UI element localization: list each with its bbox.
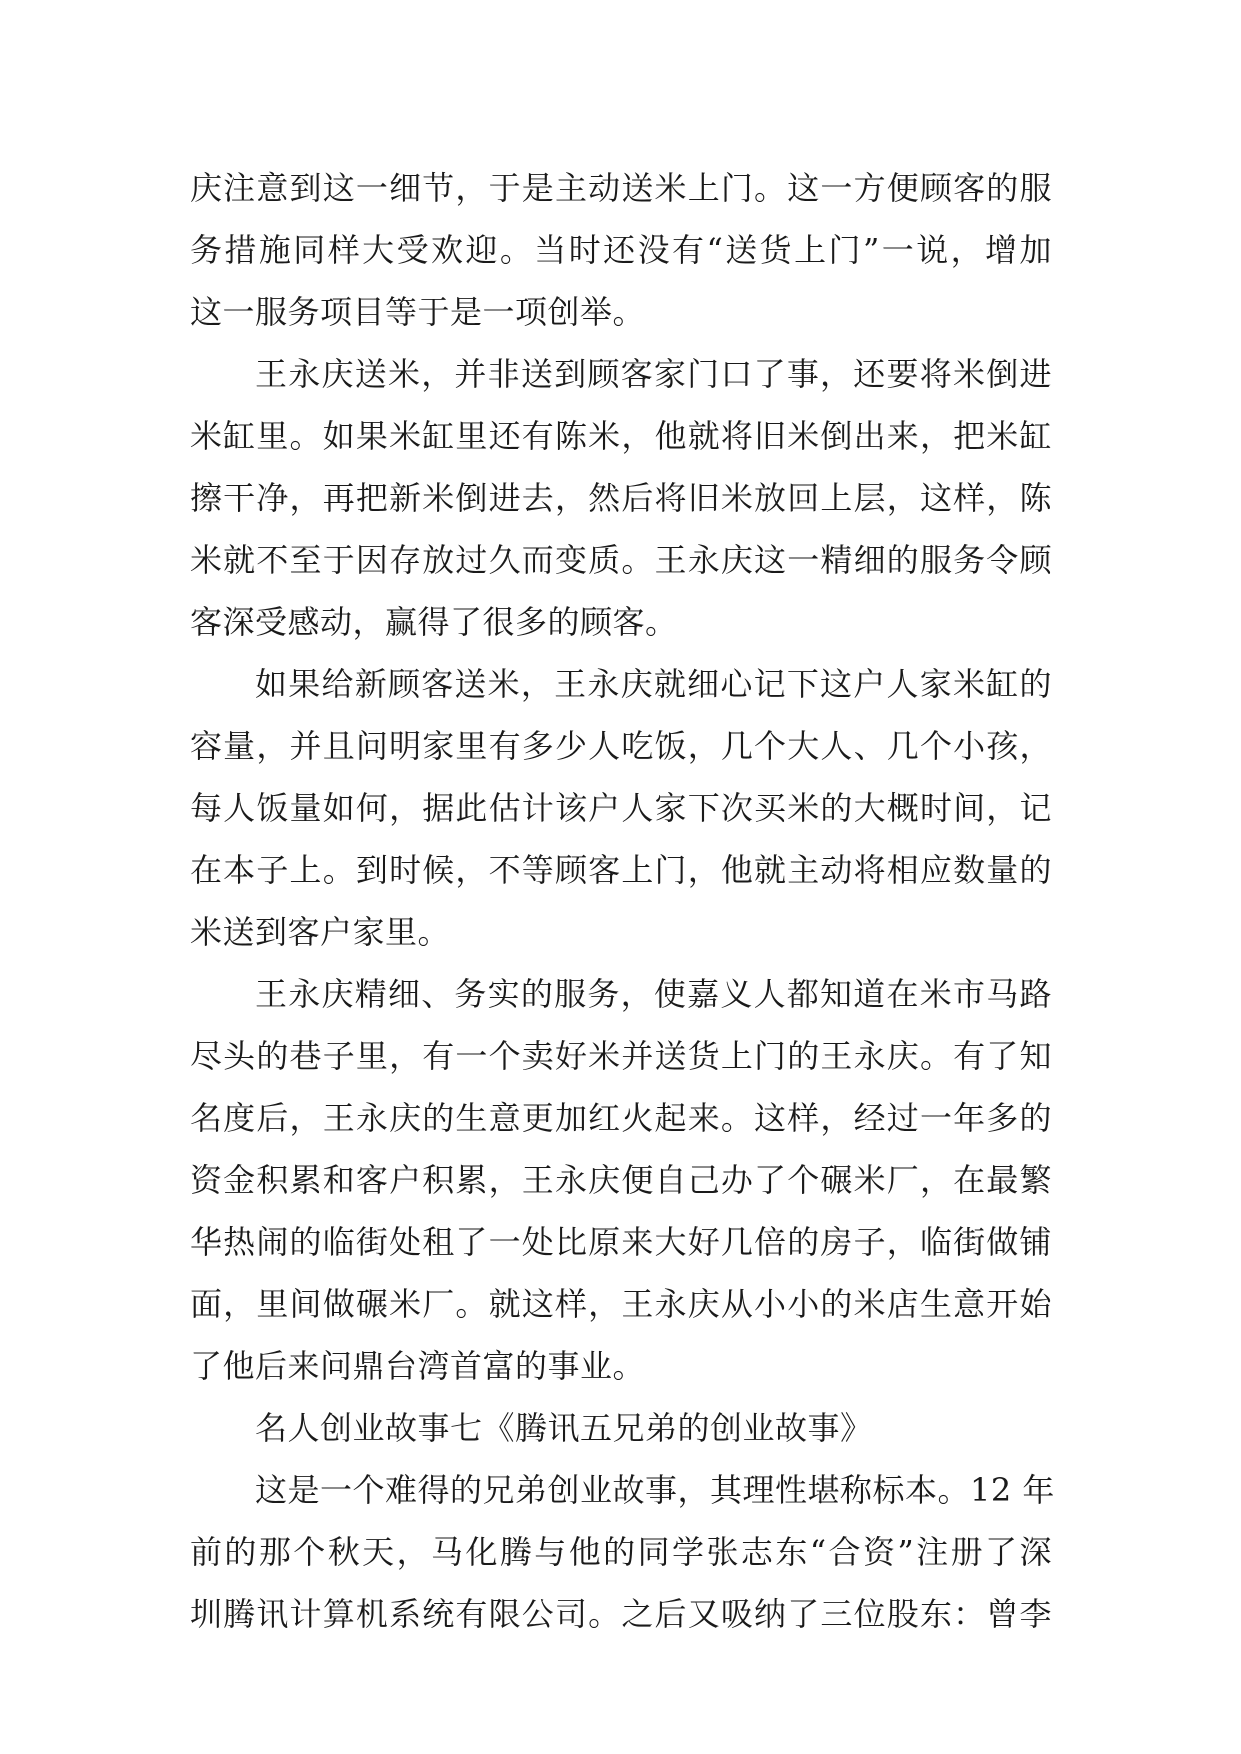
paragraph-line: 每人饭量如何，据此估计该户人家下次买米的大概时间，记 bbox=[190, 789, 1052, 827]
paragraph-line: 王永庆精细、务实的服务，使嘉义人都知道在米市马路 bbox=[255, 975, 1052, 1013]
paragraph-line: 圳腾讯计算机系统有限公司。之后又吸纳了三位股东：曾李 bbox=[190, 1595, 1052, 1633]
paragraph-line: 容量，并且问明家里有多少人吃饭，几个大人、几个小孩， bbox=[190, 727, 1052, 765]
paragraph-line: 名度后，王永庆的生意更加红火起来。这样，经过一年多的 bbox=[190, 1099, 1052, 1137]
document-body bbox=[190, 157, 1055, 1645]
paragraph-line: 米就不至于因存放过久而变质。王永庆这一精细的服务令顾 bbox=[190, 541, 1052, 579]
section-heading: 名人创业故事七《腾讯五兄弟的创业故事》 bbox=[255, 1409, 873, 1447]
paragraph-line: 这是一个难得的兄弟创业故事，其理性堪称标本。12 年 bbox=[255, 1471, 1055, 1509]
paragraph-line: 尽头的巷子里，有一个卖好米并送货上门的王永庆。有了知 bbox=[190, 1037, 1052, 1075]
paragraph-line: 了他后来问鼎台湾首富的事业。 bbox=[190, 1347, 646, 1385]
paragraph-line: 擦干净，再把新米倒进去，然后将旧米放回上层，这样，陈 bbox=[190, 479, 1052, 517]
paragraph-line: 米送到客户家里。 bbox=[190, 913, 451, 951]
paragraph-line: 米缸里。如果米缸里还有陈米，他就将旧米倒出来，把米缸 bbox=[190, 417, 1052, 455]
paragraph-line: 客深受感动，赢得了很多的顾客。 bbox=[190, 603, 678, 641]
paragraph-line: 在本子上。到时候，不等顾客上门，他就主动将相应数量的 bbox=[190, 851, 1052, 889]
paragraph-line: 面，里间做碾米厂。就这样，王永庆从小小的米店生意开始 bbox=[190, 1285, 1052, 1323]
paragraph-line: 如果给新顾客送米，王永庆就细心记下这户人家米缸的 bbox=[255, 665, 1052, 703]
paragraph-line: 前的那个秋天，马化腾与他的同学张志东“合资”注册了深 bbox=[190, 1533, 1052, 1571]
paragraph-line: 华热闹的临街处租了一处比原来大好几倍的房子，临街做铺 bbox=[190, 1223, 1052, 1261]
paragraph-line: 资金积累和客户积累，王永庆便自己办了个碾米厂，在最繁 bbox=[190, 1161, 1052, 1199]
paragraph-line: 这一服务项目等于是一项创举。 bbox=[190, 293, 646, 331]
paragraph-line: 王永庆送米，并非送到顾客家门口了事，还要将米倒进 bbox=[255, 355, 1052, 393]
paragraph-line: 务措施同样大受欢迎。当时还没有“送货上门”一说，增加 bbox=[190, 231, 1052, 269]
paragraph-line: 庆注意到这一细节，于是主动送米上门。这一方便顾客的服 bbox=[190, 169, 1052, 207]
